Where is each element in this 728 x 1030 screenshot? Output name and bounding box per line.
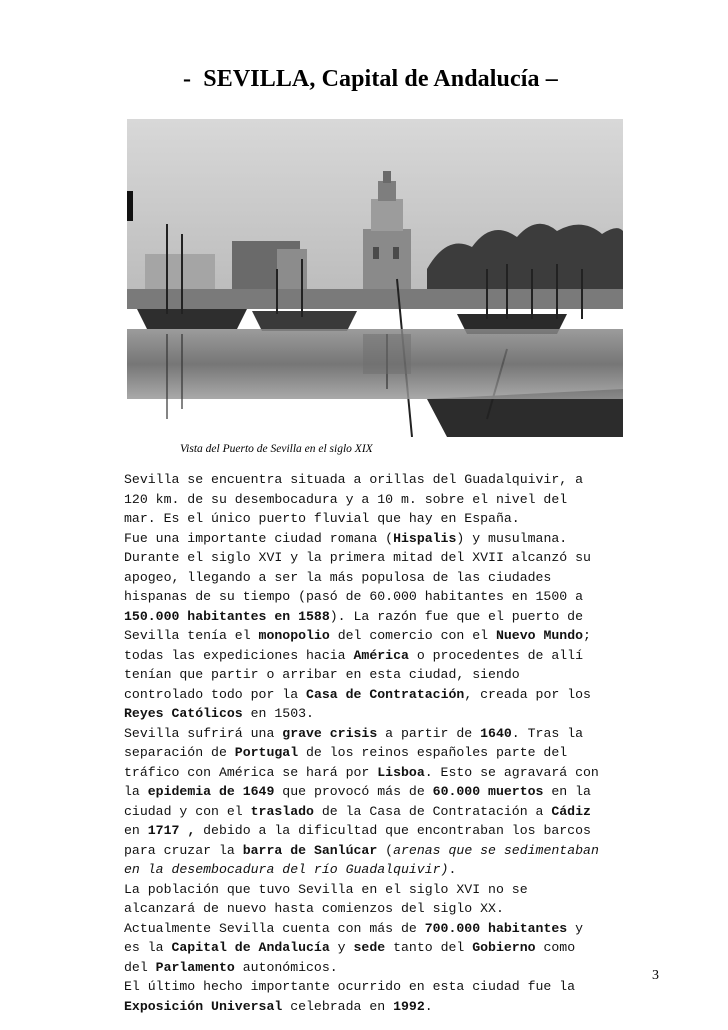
text-line: para cruzar la barra de Sanlúcar (arenas que se sedimentaban xyxy=(124,842,599,858)
text-line: El último hecho importante ocurrido en esta ciudad fue la xyxy=(124,979,576,994)
text-line: del Parlamento autonómicos. xyxy=(124,959,338,975)
text-line: hispanas de su tiempo (pasó de 60.000 habitantes en 1500 a xyxy=(124,589,583,604)
text-line: todas las expediciones hacia América o procedentes de allí xyxy=(124,647,584,663)
text-line: mar. Es el único puerto fluvial que hay en España. xyxy=(124,511,520,526)
text-line: separación de Portugal de los reinos españoles parte del xyxy=(124,745,568,760)
text-line: Durante el siglo XVI y la primera mitad del XVII alcanzó su xyxy=(124,550,591,565)
text-line: en la desembocadura del río Guadalquivir). xyxy=(124,862,457,877)
text-line: La población que tuvo Sevilla en el siglo XVI no se xyxy=(124,881,528,897)
photo-caption: Vista del Puerto de Sevilla en el siglo XIX xyxy=(180,443,373,455)
text-line: Sevilla se encuentra situada a orillas del Guadalquivir, a xyxy=(124,472,583,487)
text-line: es la Capital de Andalucía y sede tanto del Gobierno como xyxy=(124,940,576,955)
body-text xyxy=(124,470,684,1016)
text-line: ciudad y con el traslado de la Casa de Contratación a Cádiz xyxy=(124,803,591,819)
text-line: apogeo, llegando a ser la más populosa de las ciudades xyxy=(124,569,552,585)
text-line: Actualmente Sevilla cuenta con más de 700.000 habitantes y xyxy=(124,920,584,936)
text-line: Sevilla tenía el monopolio del comercio con el Nuevo Mundo; xyxy=(124,628,591,643)
text-line: en 1717 , debido a la dificultad que encontraban los barcos xyxy=(124,823,591,838)
text-line: tenían que partir o arribar en esta ciudad, siendo xyxy=(124,667,520,682)
page-number: 3 xyxy=(652,968,659,983)
text-line: la epidemia de 1649 que provocó más de 60.000 muertos en la xyxy=(124,784,591,799)
text-line: Reyes Católicos en 1503. xyxy=(124,706,314,721)
text-line: Exposición Universal celebrada en 1992. xyxy=(124,998,433,1014)
seville-port-photo xyxy=(127,119,623,437)
text-line: Fue una importante ciudad romana (Hispalis) y musulmana. xyxy=(124,530,568,546)
text-line: Sevilla sufrirá una grave crisis a partir de 1640. Tras la xyxy=(124,725,584,741)
text-line: 150.000 habitantes en 1588). La razón fue que el puerto de xyxy=(124,608,584,624)
text-line: tráfico con América se hará por Lisboa. Esto se agravará con xyxy=(124,764,599,780)
text-line: alcanzará de nuevo hasta comienzos del siglo XX. xyxy=(124,901,504,916)
text-line: 120 km. de su desembocadura y a 10 m. sobre el nivel del xyxy=(124,491,568,507)
page-title: - SEVILLA, Capital de Andalucía – xyxy=(183,66,558,92)
text-line: controlado todo por la Casa de Contratación, creada por los xyxy=(124,686,591,702)
